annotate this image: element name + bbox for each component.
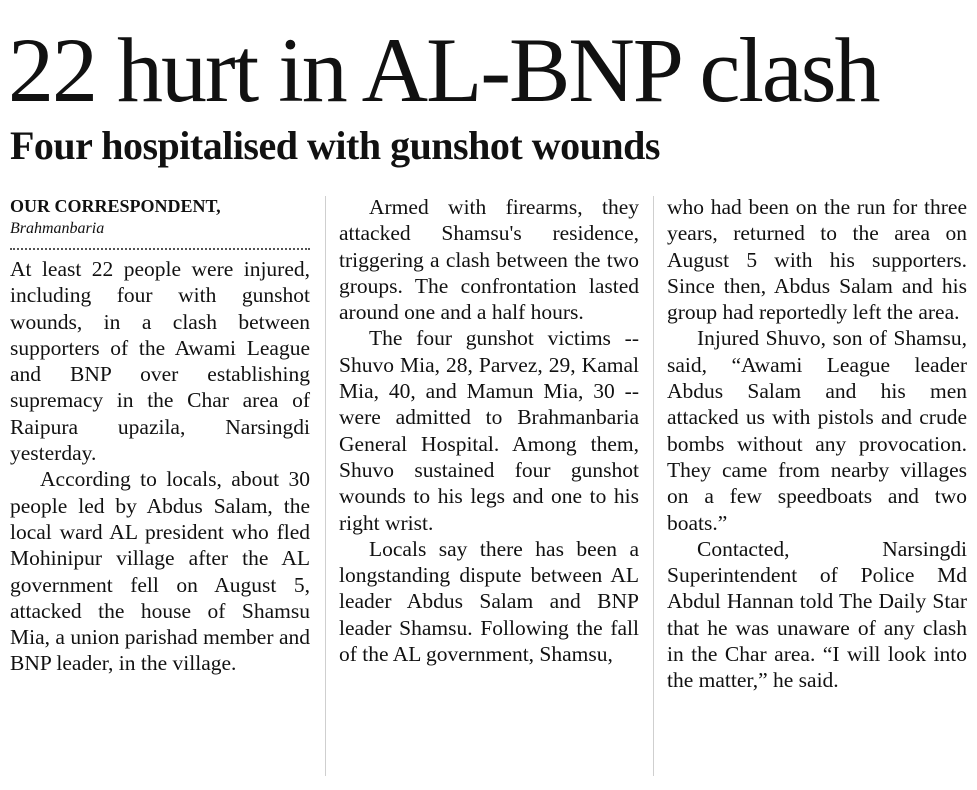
article-paragraph: According to locals, about 30 people led by Abdus Salam, the local ward AL president who fled Mohinipur village after the AL government fell on August 5, attacked the house of Shamsu Mia, a union parishad member and BNP leader, in the village.	[10, 467, 310, 676]
article-paragraph: At least 22 people were injured, including four with gunshot wounds, in a clash between supporters of the Awami League and BNP over establishing supremacy in the Char area of Raipura upazila, Narsingdi yesterday.	[10, 257, 310, 466]
dotted-divider	[10, 248, 310, 250]
article-column-2	[339, 194, 639, 667]
headline: 22 hurt in AL-BNP clash	[8, 19, 879, 121]
article-paragraph: Contacted, Narsingdi Superintendent of Police Md Abdul Hannan told The Daily Star that he was unaware of any clash in the Char area. “I will look into the matter,” he said.	[667, 536, 967, 693]
article-paragraph: Armed with firearms, they attacked Shamsu's residence, triggering a clash between the two groups. The confrontation lasted around one and a half hours.	[339, 195, 639, 325]
article-paragraph: Injured Shuvo, son of Shamsu, said, “Awami League leader Abdus Salam and his men attacked us with pistols and crude bombs without any provocation. They came from nearby villages on a few speedboats and two boats.”	[667, 326, 967, 535]
article-paragraph: The four gunshot victims -- Shuvo Mia, 28, Parvez, 29, Kamal Mia, 40, and Mamun Mia, 30 -- were admitted to Brahmanbaria General Hospital. Among them, Shuvo sustained four gunshot wounds to his legs and one to his right wrist.	[339, 326, 639, 535]
byline: OUR CORRESPONDENT,	[10, 196, 221, 216]
article-paragraph: who had been on the run for three years, returned to the area on August 5 with his supporters. Since then, Abdus Salam and his group had reportedly left the area.	[667, 195, 967, 325]
column-divider	[653, 196, 654, 776]
article-column-1	[10, 194, 310, 677]
article-paragraph: Locals say there has been a longstanding dispute between AL leader Abdus Salam and BNP leader Shamsu. Following the fall of the AL government, Shamsu,	[339, 536, 639, 667]
dateline-location: Brahmanbaria	[10, 220, 105, 237]
article-column-3	[667, 194, 967, 694]
column-divider	[325, 196, 326, 776]
subheadline: Four hospitalised with gunshot wounds	[10, 123, 660, 168]
